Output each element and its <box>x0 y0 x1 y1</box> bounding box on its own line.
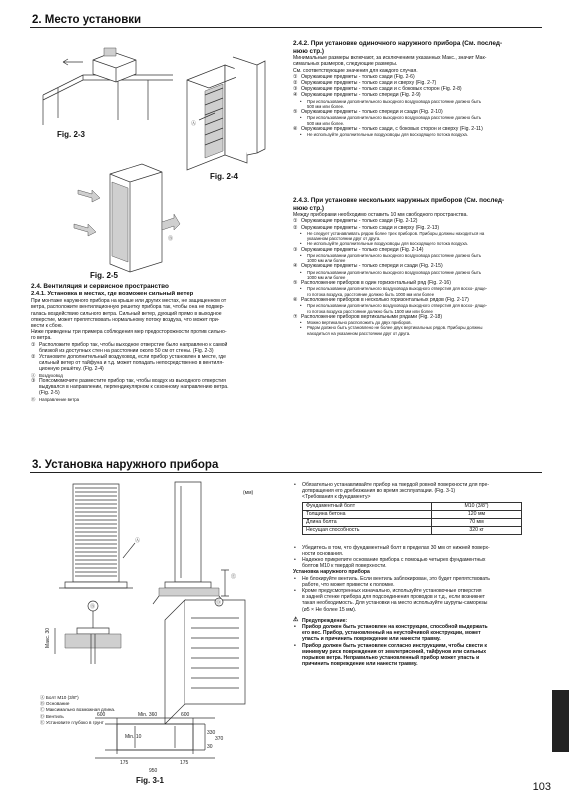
table-cell-value: M10 (3/8") <box>432 502 522 510</box>
item-number: ④ <box>293 92 298 99</box>
bullet-line: Надежно прикрепите основание прибора с помощью четырех фундаментных <box>302 557 486 564</box>
item-note: находиться на указанном расстоянии друг от друга. <box>307 330 411 336</box>
bullet-dot: • <box>294 544 296 551</box>
item-note: • При использовании дополнительного выходного воздуховода расстояние должно быть <box>293 270 543 275</box>
figure-2-4-drawing <box>165 55 275 175</box>
item-text: Окружающие предметы - только сзади и сверху (Fig. 2-13) <box>301 224 440 231</box>
section-2-4-2-intro <box>293 55 543 74</box>
bullet-dot: • <box>294 642 296 649</box>
section-2-title: 2. Место установки <box>32 14 142 26</box>
paragraph-line: ветра, расположите вентиляционную решетку прибора так, чтобы она не подвер- <box>31 304 225 311</box>
legend-item: Ⓒ Максимально возможная длина. <box>40 707 116 713</box>
item-number: ③ <box>293 86 298 93</box>
bullet-line: работе, что может привести к поломке. <box>302 581 395 588</box>
figure-2-3-drawing <box>38 40 178 130</box>
chapter-tab <box>552 690 569 752</box>
section-2-4-2-title: 2.4.2. При установке одиночного наружного прибора (См. послед- нюю стр.) <box>293 40 503 55</box>
item-text: Окружающие предметы - только сзади и сверху (Fig. 2-7) <box>301 80 437 86</box>
item-note: • Рядом должно быть установлено не более двух вертикальных рядов. Приборы должны <box>293 325 543 330</box>
bullet-line: Не блокируйте вентиль. Если вентиль заблокирован, это будет препятствовать <box>302 575 490 582</box>
install-title: Установка наружного прибора <box>293 569 370 576</box>
table-cell-label: Фундаментный болт <box>303 502 432 510</box>
bullet-dot: • <box>294 624 296 631</box>
paragraph-line: Ниже приведены три примера соблюдения мер предосторожности против сильно- <box>31 329 227 336</box>
item-note: го потока воздуха, расстояние должно быть 1000 мм или более <box>307 291 435 297</box>
item-number: ⑥ <box>293 126 298 132</box>
bullet-dot: • <box>294 588 296 595</box>
item-text: Окружающие предметы - только сзади и с боковых сторон (Fig. 2-8) <box>301 86 462 93</box>
paragraph-line: галась воздействию сильного ветра. Сильный ветер, дующий прямо в выходное <box>31 310 222 317</box>
bullet-line: порывов ветра. Неправильно установленный прибор может упасть и <box>302 655 480 662</box>
item-text: Окружающие предметы - только сзади (Fig. 2-12) <box>301 218 418 225</box>
dim-600b: 600 <box>181 712 190 718</box>
bullet-line: такая необходимость. Для установки на место используйте шурупы-саморезы <box>302 600 488 607</box>
item-number: ① <box>293 73 298 80</box>
fig-3-1-unit: (мм) <box>243 490 254 496</box>
item-note: • При использовании дополнительного воздуховода выходного отверстия для восхо- дяще- <box>293 286 543 291</box>
item-note: • При использовании дополнительного выходного воздуховода расстояние должно быть <box>293 99 543 104</box>
item-note: • При использовании дополнительного выходного воздуховода расстояние должно быть <box>293 115 543 120</box>
bullet-line: причинить повреждение или нанести травму. <box>302 661 418 668</box>
bullet-valve <box>293 576 543 588</box>
item-line: близкой из доступных стен на расстоянии около 50 см от стены. (Fig. 2-3) <box>39 347 214 354</box>
table-cell-value: 320 кг <box>432 526 522 534</box>
page-number: 103 <box>532 781 551 793</box>
section-2-4-3-intro: Между приборами необходимо оставить 10 мм свободного пространства. <box>293 212 468 219</box>
item-line: Воздуховод <box>39 372 63 378</box>
foundation-requirements-title: <Требования к фундаменту> <box>302 494 371 501</box>
warning-title: Предупреждение: <box>302 617 348 624</box>
dim-30: 30 <box>207 744 213 750</box>
item-number: ⑤ <box>293 280 298 287</box>
item-number: Ⓑ <box>31 396 36 402</box>
dim-175b: 175 <box>180 760 189 766</box>
item-number: ⑥ <box>293 297 298 304</box>
item-line: Поясомюмочите разместите прибор так, чтобы воздух из выходного отверстия <box>39 378 226 385</box>
table-row <box>303 510 522 518</box>
item-note: 500 мм или более. <box>307 103 345 109</box>
section-2-4-title: 2.4. Вентиляция и сервисное пространство <box>31 283 169 290</box>
fig-3-1-label-e: Ⓔ <box>231 574 237 580</box>
item-text: Окружающие предметы - только спереди и сзади (Fig. 2-15) <box>301 263 443 270</box>
dim-175a: 175 <box>120 760 129 766</box>
item-line: Установите дополнительный воздуховод, если прибор установлен в месте, где <box>39 354 226 361</box>
warning-2 <box>293 643 543 668</box>
dim-370: 370 <box>215 736 224 742</box>
bullet-line: упасть и причинить повреждение или нанести травму. <box>302 636 441 643</box>
item-note: • При использовании дополнительного выходного воздуховода расстояние должно быть <box>293 253 543 258</box>
item-line: Расположите прибор так, чтобы выходное отверстие было направлено к самой <box>39 341 228 348</box>
item-note: указанном расстоянии друг от друга. <box>307 236 381 242</box>
item-note: • Не следует устанавливать рядом более трех приборов. Приборы должны находиться на <box>293 231 543 236</box>
item-number: ⑦ <box>293 313 298 320</box>
item-text: Окружающие предметы - только сзади (Fig. 2-6) <box>301 73 415 80</box>
item-note: 500 мм или более. <box>307 120 345 126</box>
section-2-4-2-list <box>293 74 543 138</box>
warning-1 <box>293 624 543 643</box>
section-2-4-1-title: 2.4.1. Установка в местах, где возможен сильный ветер <box>31 290 194 297</box>
item-text: Окружающие предметы - только спереди (Fig. 2-9) <box>301 92 421 99</box>
figure-3-1-caption: Fig. 3-1 <box>136 776 165 785</box>
item-line: выдувался в направлении, перпендикулярном к сезонному направлению ветра. <box>39 384 229 391</box>
intro-line: Минимальные размеры включают, за исключением указанных Макс., значит Мак- <box>293 55 487 62</box>
section-2-4-1-paragraph <box>31 298 286 341</box>
intro-line: См. соответствующие значения для каждого случая. <box>293 67 418 74</box>
bullet-dot: • <box>294 575 296 582</box>
section-2-header <box>30 14 542 28</box>
intro-line: симальных размеров, следующие размеры. <box>293 61 398 68</box>
list-item <box>31 354 286 373</box>
legend-item: Ⓑ Основание <box>40 701 70 707</box>
dim-600a: 600 <box>97 712 106 718</box>
item-text: Расположение приборов в один горизонтальный ряд (Fig. 2-16) <box>301 280 451 287</box>
bullet-solid-surface <box>293 482 543 494</box>
section-2-4-3 <box>293 197 543 336</box>
figure-3-1-legend <box>40 695 170 726</box>
bullet-line: его вес. Прибор, установленный на неустойчивой конструкции, может <box>302 630 481 637</box>
list-item <box>31 342 286 354</box>
bullet-holes <box>293 588 543 613</box>
foundation-table <box>302 502 522 535</box>
section-2-4-2 <box>293 40 543 138</box>
item-text: Окружающие предметы - только спереди и сзади (Fig. 2-10) <box>301 109 443 116</box>
legend-item: Ⓐ Болт M10 (3/8") <box>40 695 79 700</box>
item-note: 1000 мм или более <box>307 274 346 280</box>
bullet-line: Убедитесь в том, что фундаментный болт в пределах 30 мм от нижней поверх- <box>302 544 490 551</box>
item-text: Окружающие предметы - только сзади, с боковых сторон и сверху (Fig. 2-11) <box>301 126 483 132</box>
bullet-line: Обязательно устанавливайте прибор на твердой ровной поверхности для пре- <box>302 482 490 488</box>
figure-2-5-drawing <box>70 162 180 274</box>
bullet-m10-bolts <box>293 557 543 569</box>
paragraph-line: го ветра. <box>31 335 52 342</box>
bullet-line: болтов M10 к твердой поверхности. <box>302 563 387 570</box>
bullet-line: Прибор должен быть установлен согласно инструкциям, чтобы свести к <box>302 642 487 649</box>
bullet-dot: • <box>294 557 296 564</box>
figure-2-5-caption: Fig. 2-5 <box>90 271 119 280</box>
table-row <box>303 502 522 510</box>
bullet-line: Прибор должен быть установлен на конструкции, способной выдержать <box>302 624 488 631</box>
item-note: • Не используйте дополнительные воздуховоды для восходящего потока воздуха. <box>293 241 543 246</box>
table-row <box>303 518 522 526</box>
bullet-line: дотвращения его дребезжания во время эксплуатации. (Fig. 3-1) <box>302 488 456 495</box>
bullet-dot: • <box>294 482 296 488</box>
item-number: ⑤ <box>293 109 298 116</box>
item-number: ④ <box>293 263 298 270</box>
section-2-4-3-list <box>293 218 543 336</box>
fig-3-1-label-d: Ⓓ <box>216 600 222 606</box>
legend-item <box>31 397 286 402</box>
paragraph-line: вести к сбою. <box>31 323 63 329</box>
dim-min360: Min. 360 <box>138 712 158 718</box>
item-number: ② <box>293 80 298 86</box>
item-text: Расположение приборов в несколько горизонтальных рядов (Fig. 2-17) <box>301 297 469 304</box>
warning-icon: ⚠ <box>293 616 299 623</box>
legend-item: Ⓓ Вентиль <box>40 713 64 719</box>
table-cell-value: 70 мм <box>432 518 522 526</box>
item-number: ① <box>293 218 298 225</box>
item-number: Ⓐ <box>31 372 36 378</box>
item-text: Окружающие предметы - только спереди (Fig. 2-14) <box>301 246 424 253</box>
table-cell-label: Толщина бетона <box>303 510 432 518</box>
item-text: Расположение приборов вертикальными рядами (Fig. 2-18) <box>301 313 443 320</box>
bullet-line: ности основания. <box>302 550 344 557</box>
paragraph-line: При монтаже наружного прибора на крыше или других местах, не защищенном от <box>31 298 227 305</box>
list-item <box>31 378 286 397</box>
item-line: (Fig. 2-5) <box>39 390 60 397</box>
table-cell-label: Длина болта <box>303 518 432 526</box>
dim-330: 330 <box>207 730 216 736</box>
dim-min10: Min. 10 <box>125 734 142 740</box>
item-number: ② <box>31 354 36 361</box>
fig-3-1-max: Макс. 30 <box>45 627 51 648</box>
fig-2-5-label-b: Ⓑ <box>168 236 174 242</box>
section-2-4-3-title: 2.4.3. При установке нескольких наружных приборов (См. послед- нюю стр.) <box>293 197 505 212</box>
table-row <box>303 526 522 534</box>
paragraph-line: отверстие, может препятствовать нормальному потоку воздуха, что может при- <box>31 316 220 323</box>
figure-3-1-drawing <box>35 478 285 778</box>
item-line: ционную решётку. (Fig. 2-4) <box>39 366 104 373</box>
fig-3-1-label-a: Ⓐ <box>135 538 141 544</box>
fig-2-4-label-a: Ⓐ <box>191 121 197 127</box>
item-number: ③ <box>293 246 298 253</box>
table-cell-label: Несущая способность <box>303 526 432 534</box>
section-3-title: 3. Установка наружного прибора <box>32 459 219 471</box>
item-line: сильный ветер от тайфуна и т.д. может попадать непосредственно в вентиля- <box>39 360 224 367</box>
item-number: ② <box>293 224 298 231</box>
item-note: го потока воздуха расстояние должно быть 1500 мм или более <box>307 308 433 314</box>
bullet-line: (ø5 × Не более 15 мм). <box>302 606 357 613</box>
bullet-line: минимуму риск повреждения от землетрясений, тайфунов или сильных <box>302 648 487 655</box>
item-line: Направление ветра <box>39 396 80 402</box>
fig-3-1-label-b: Ⓑ <box>90 604 96 610</box>
item-note: • Можно вертикально расположить до двух приборов. <box>293 320 543 325</box>
item-note: • При использовании дополнительного воздуховода выходного отверстия для восхо- дяще- <box>293 303 543 308</box>
item-note: • Не используйте дополнительные воздуховоды для восходящего потока воздуха. <box>293 132 543 137</box>
bullet-line: в задней стенке прибора для подсоединения проводов и т.д., если возникнет <box>302 594 485 601</box>
bullet-bolt-30mm <box>293 545 543 557</box>
item-note: 1000 мм или более <box>307 258 346 264</box>
table-cell-value: 120 мм <box>432 510 522 518</box>
section-3-text <box>293 482 543 667</box>
section-2-4-1-list <box>31 342 286 402</box>
dim-950: 950 <box>149 768 158 774</box>
legend-item: Ⓔ Установите глубоко в грунт <box>40 719 104 725</box>
section-3-header <box>30 459 542 473</box>
figure-2-4-caption: Fig. 2-4 <box>210 172 239 181</box>
section-2-4 <box>31 283 286 402</box>
bullet-line: Кроме предусмотренных изначально, используйте установочные отверстия <box>302 588 482 595</box>
item-number: ① <box>31 341 36 348</box>
figure-2-3-caption: Fig. 2-3 <box>57 130 86 139</box>
item-number: ③ <box>31 378 36 385</box>
